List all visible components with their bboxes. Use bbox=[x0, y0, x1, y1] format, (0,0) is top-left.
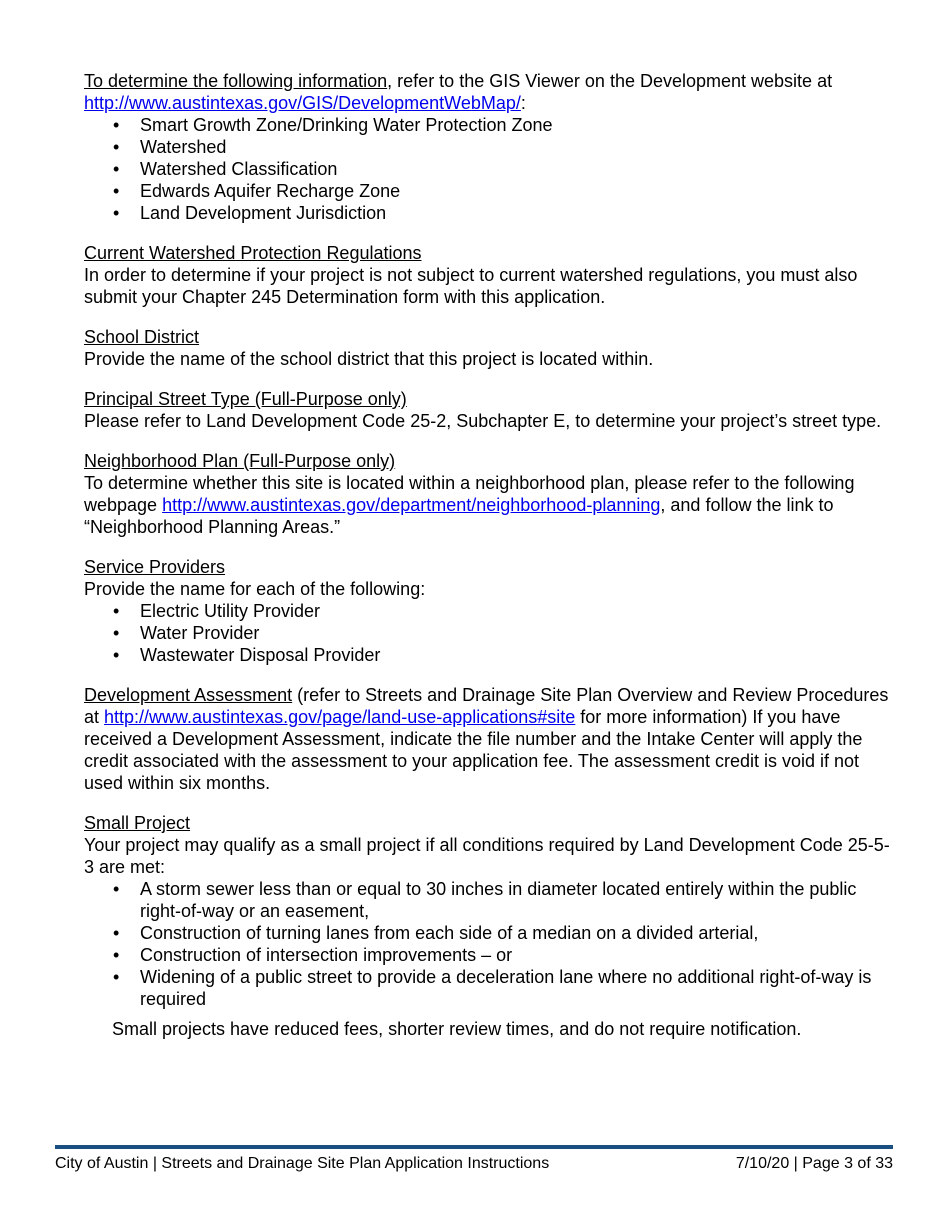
document-body bbox=[84, 70, 894, 1058]
list-item: • Widening of a public street to provide a deceleration lane where no additional right-of-way is required bbox=[113, 967, 872, 1009]
assessment-body: Development Assessment (refer to Streets and Drainage Site Plan Overview and Review Procedures at http://www.austintexas.gov/page/land-use-applications#site for more information) If you have received a Development Assessment, indicate the file number and the Intake Center will apply the credit associated with the assessment to your application fee. The assessment credit is void if not used within six months. bbox=[84, 685, 889, 793]
gis-viewer-link[interactable]: http://www.austintexas.gov/GIS/DevelopmentWebMap/ bbox=[84, 93, 521, 113]
school-section bbox=[84, 326, 894, 370]
watershed-heading: Current Watershed Protection Regulations bbox=[84, 243, 422, 263]
neighborhood-planning-link[interactable]: http://www.austintexas.gov/department/neighborhood-planning bbox=[162, 495, 661, 515]
footer-rule bbox=[55, 1145, 893, 1149]
service-heading: Service Providers bbox=[84, 557, 226, 577]
list-item: • Water Provider bbox=[113, 623, 260, 643]
list-item: • Electric Utility Provider bbox=[113, 601, 321, 621]
street-type-section bbox=[84, 388, 894, 432]
small-project-list bbox=[84, 878, 894, 1010]
bullet-icon: • bbox=[113, 923, 120, 943]
gis-section bbox=[84, 70, 894, 224]
list-item: • Construction of turning lanes from each side of a median on a divided arterial, bbox=[113, 923, 759, 943]
service-section bbox=[84, 556, 894, 666]
list-item: • Construction of intersection improvements – or bbox=[113, 945, 513, 965]
watershed-body: In order to determine if your project is not subject to current watershed regulations, you must also submit your Chapter 245 Determination form with this application. bbox=[84, 265, 858, 307]
page-footer bbox=[55, 1154, 893, 1174]
bullet-icon: • bbox=[113, 879, 120, 899]
land-use-applications-link[interactable]: http://www.austintexas.gov/page/land-use-applications#site bbox=[104, 707, 576, 727]
service-list bbox=[84, 600, 894, 666]
neighborhood-heading: Neighborhood Plan (Full-Purpose only) bbox=[84, 451, 396, 471]
school-body: Provide the name of the school district that this project is located within. bbox=[84, 349, 654, 369]
bullet-icon: • bbox=[113, 203, 120, 223]
list-item: • Land Development Jurisdiction bbox=[113, 203, 387, 223]
bullet-icon: • bbox=[113, 137, 120, 157]
assessment-section bbox=[84, 684, 894, 794]
service-body: Provide the name for each of the following: bbox=[84, 579, 426, 599]
gis-link-suffix: : bbox=[520, 93, 526, 113]
gis-list bbox=[84, 114, 894, 224]
footer-page-number: 7/10/20 | Page 3 of 33 bbox=[735, 1155, 893, 1172]
gis-intro-underlined: To determine the following information bbox=[84, 71, 388, 91]
footer-title: City of Austin | Streets and Drainage Site Plan Application Instructions bbox=[55, 1155, 550, 1172]
bullet-icon: • bbox=[113, 945, 120, 965]
gis-intro bbox=[84, 70, 894, 114]
small-project-body: Your project may qualify as a small project if all conditions required by Land Development Code 25-5-3 are met: bbox=[84, 835, 890, 877]
bullet-icon: • bbox=[113, 623, 120, 643]
watershed-section bbox=[84, 242, 894, 308]
school-heading: School District bbox=[84, 327, 200, 347]
street-type-body: Please refer to Land Development Code 25-2, Subchapter E, to determine your project’s street type. bbox=[84, 411, 882, 431]
assessment-heading: Development Assessment bbox=[84, 685, 293, 705]
neighborhood-section bbox=[84, 450, 894, 538]
street-type-heading: Principal Street Type (Full-Purpose only) bbox=[84, 389, 407, 409]
list-item: • Watershed Classification bbox=[113, 159, 338, 179]
list-item: • Watershed bbox=[113, 137, 227, 157]
neighborhood-body: To determine whether this site is located within a neighborhood plan, please refer to the following webpage http://www.austintexas.gov/department/neighborhood-planning, and follow the link to “Neighborhood Planning Areas.” bbox=[84, 473, 855, 537]
bullet-icon: • bbox=[113, 967, 120, 987]
bullet-icon: • bbox=[113, 159, 120, 179]
bullet-icon: • bbox=[113, 115, 120, 135]
small-project-note: Small projects have reduced fees, shorter review times, and do not require notification. bbox=[112, 1019, 802, 1039]
bullet-icon: • bbox=[113, 181, 120, 201]
small-project-section bbox=[84, 812, 894, 1040]
bullet-icon: • bbox=[113, 601, 120, 621]
list-item: • Wastewater Disposal Provider bbox=[113, 645, 381, 665]
gis-intro-rest: , refer to the GIS Viewer on the Development website at bbox=[387, 71, 833, 91]
small-project-heading: Small Project bbox=[84, 813, 191, 833]
bullet-icon: • bbox=[113, 645, 120, 665]
list-item: • Edwards Aquifer Recharge Zone bbox=[113, 181, 401, 201]
list-item: • Smart Growth Zone/Drinking Water Protection Zone bbox=[113, 115, 553, 135]
list-item: • A storm sewer less than or equal to 30 inches in diameter located entirely within the public right-of-way or an easement, bbox=[113, 879, 857, 921]
